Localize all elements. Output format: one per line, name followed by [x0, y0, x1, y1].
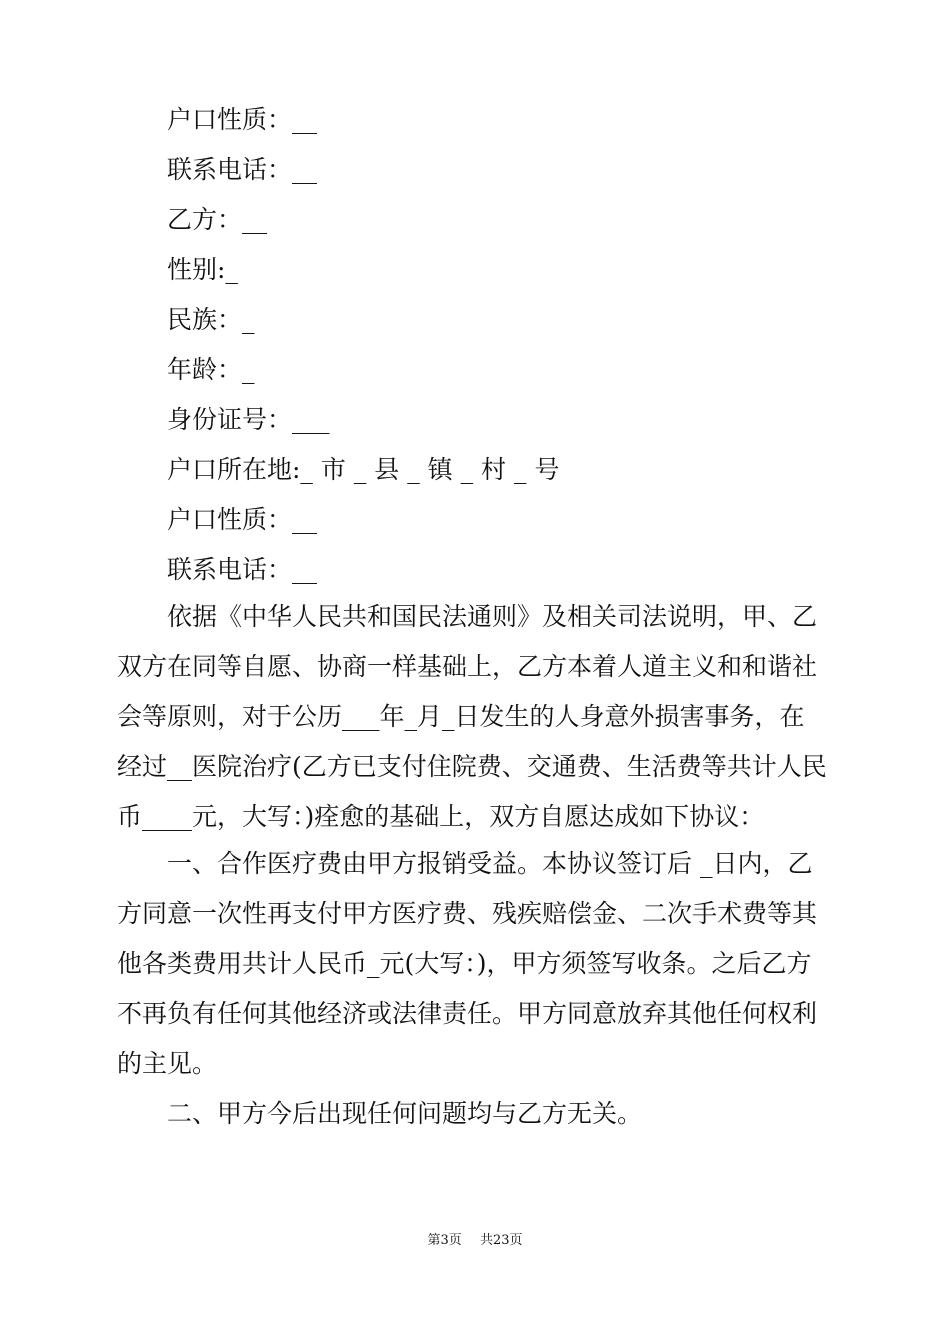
field-party-b: 乙方：__ [167, 205, 268, 234]
paragraph-line: 经过__医院治疗(乙方已支付住院费、交通费、生活费等共计人民 [117, 752, 827, 781]
paragraph-clause-1 [117, 839, 833, 1089]
field-id-number: 身份证号：___ [167, 405, 330, 434]
paragraph-line: 二、甲方今后出现任何问题均与乙方无关。 [117, 1099, 643, 1128]
field-age: 年龄：_ [167, 355, 255, 384]
paragraph-line: 方同意一次性再支付甲方医疗费、残疾赔偿金、二次手术费等其 [117, 899, 818, 928]
paragraph-clause-2 [117, 1089, 833, 1139]
page-total: 共23页 [479, 1233, 523, 1248]
field-phone: 联系电话：__ [167, 155, 318, 184]
paragraph-line: 双方在同等自愿、协商一样基础上，乙方本着人道主义和和谐社 [117, 652, 818, 681]
field-ethnicity: 民族：_ [167, 305, 255, 334]
page-number: 第3页 [427, 1233, 462, 1248]
paragraph-line: 一、合作医疗费由甲方报销受益。本协议签订后 _日内，乙 [117, 849, 813, 878]
page-footer [0, 1232, 950, 1250]
field-hukou-location: 户口所在地:_ 市 _ 县 _ 镇 _ 村 _ 号 [167, 455, 560, 484]
paragraph-line: 他各类费用共计人民币_元(大写：)，甲方须签写收条。之后乙方 [117, 949, 812, 978]
paragraph-line: 的主见。 [117, 1049, 218, 1078]
field-hukou-nature: 户口性质：__ [167, 105, 318, 134]
field-hukou-nature-2: 户口性质：__ [167, 505, 318, 534]
paragraph-line: 不再负有任何其他经济或法律责任。甲方同意放弃其他任何权利 [117, 999, 818, 1028]
paragraph-line: 依据《中华人民共和国民法通则》及相关司法说明，甲、乙 [117, 602, 818, 631]
paragraph-line: 币____元，大写：)痊愈的基础上，双方自愿达成如下协议： [117, 802, 765, 831]
field-phone-2: 联系电话：__ [167, 555, 318, 584]
paragraph-line: 会等原则，对于公历___年_月_日发生的人身意外损害事务，在 [117, 702, 805, 731]
field-gender: 性别:_ [167, 255, 238, 284]
paragraph-preamble [117, 592, 833, 842]
